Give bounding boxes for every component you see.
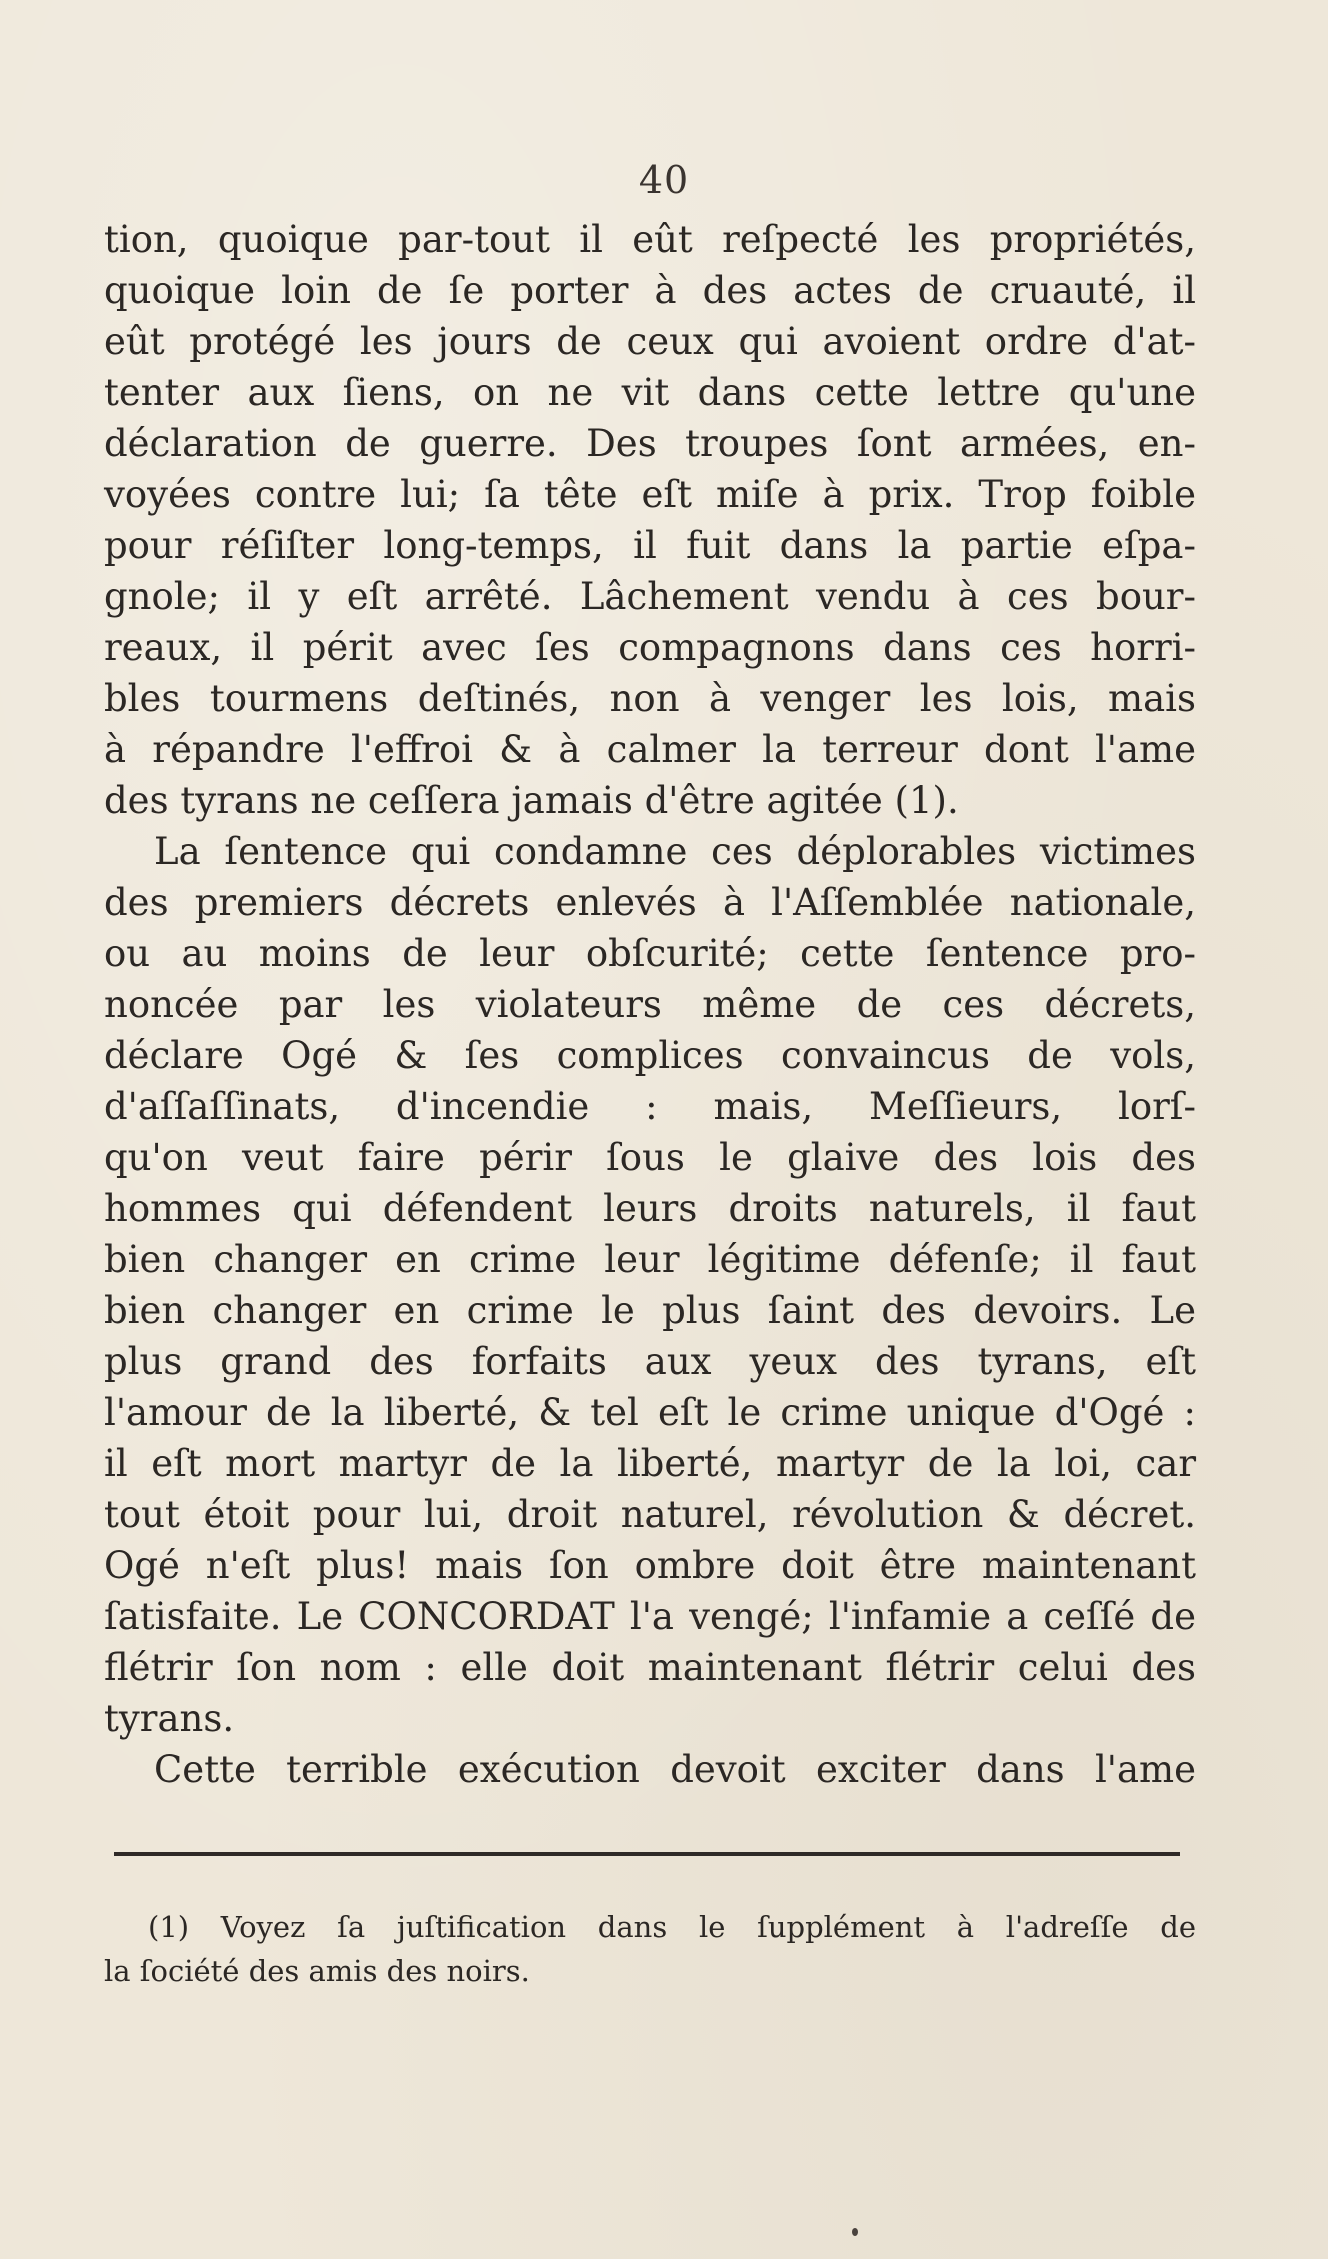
- text-line: eût protégé les jours de ceux qui avoient ordre d'at-: [104, 320, 1196, 363]
- text-line: pour réſiſter long-temps, il fuit dans la partie eſpa-: [104, 524, 1196, 567]
- text-line: à répandre l'effroi & à calmer la terreur dont l'ame: [104, 728, 1196, 771]
- text-line: bien changer en crime leur légitime défenſe; il faut: [104, 1238, 1196, 1281]
- text-line: des premiers décrets enlevés à l'Aſſemblée nationale,: [104, 881, 1196, 924]
- footnote-line: la ſociété des amis des noirs.: [104, 1954, 530, 1988]
- text-line: plus grand des forfaits aux yeux des tyrans, eſt: [104, 1340, 1196, 1383]
- text-line: reaux, il périt avec ſes compagnons dans ces horri-: [104, 626, 1196, 669]
- paragraph-start-line: La ſentence qui condamne ces déplorables victimes: [154, 830, 1196, 873]
- text-line: tion, quoique par-tout il eût reſpecté les propriétés,: [104, 218, 1196, 261]
- text-line: l'amour de la liberté, & tel eſt le crime unique d'Ogé :: [104, 1391, 1196, 1434]
- paragraph-start-line: Cette terrible exécution devoit exciter dans l'ame: [154, 1748, 1196, 1791]
- text-line: déclare Ogé & ſes complices convaincus de vols,: [104, 1034, 1196, 1077]
- text-line: qu'on veut faire périr ſous le glaive des lois des: [104, 1136, 1196, 1179]
- text-line: ſatisfaite. Le CONCORDAT l'a vengé; l'infamie a ceſſé de: [104, 1595, 1196, 1638]
- text-line: gnole; il y eſt arrêté. Lâchement vendu à ces bour-: [104, 575, 1196, 618]
- text-line: flétrir ſon nom : elle doit maintenant flétrir celui des: [104, 1646, 1196, 1689]
- text-line: quoique loin de ſe porter à des actes de cruauté, il: [104, 269, 1196, 312]
- text-line: d'aſſaſſinats, d'incendie : mais, Meſſieurs, lorſ-: [104, 1085, 1196, 1128]
- text-line: ou au moins de leur obſcurité; cette ſentence pro-: [104, 932, 1196, 975]
- text-line: tout étoit pour lui, droit naturel, révolution & décret.: [104, 1493, 1196, 1536]
- ink-speck: [852, 2228, 858, 2236]
- text-line: bien changer en crime le plus ſaint des devoirs. Le: [104, 1289, 1196, 1332]
- paragraph-end-line: tyrans.: [104, 1697, 235, 1740]
- text-line: il eſt mort martyr de la liberté, martyr de la loi, car: [104, 1442, 1196, 1485]
- text-line: Ogé n'eſt plus! mais ſon ombre doit être maintenant: [104, 1544, 1196, 1587]
- footnote-line: (1) Voyez ſa juſtification dans le ſupplément à l'adreſſe de: [148, 1910, 1196, 1944]
- text-line: déclaration de guerre. Des troupes ſont armées, en-: [104, 422, 1196, 465]
- text-line: bles tourmens deſtinés, non à venger les lois, mais: [104, 677, 1196, 720]
- footnote-rule: [114, 1852, 1180, 1856]
- page-number: 40: [638, 158, 690, 202]
- text-line: noncée par les violateurs même de ces décrets,: [104, 983, 1196, 1026]
- body-text: [104, 214, 1196, 1795]
- text-line: tenter aux ſiens, on ne vit dans cette lettre qu'une: [104, 371, 1196, 414]
- footnote: [104, 1905, 1196, 1993]
- paragraph-end-line: des tyrans ne ceſſera jamais d'être agitée (1).: [104, 779, 959, 822]
- text-line: hommes qui défendent leurs droits naturels, il faut: [104, 1187, 1196, 1230]
- text-line: voyées contre lui; ſa tête eſt miſe à prix. Trop foible: [104, 473, 1196, 516]
